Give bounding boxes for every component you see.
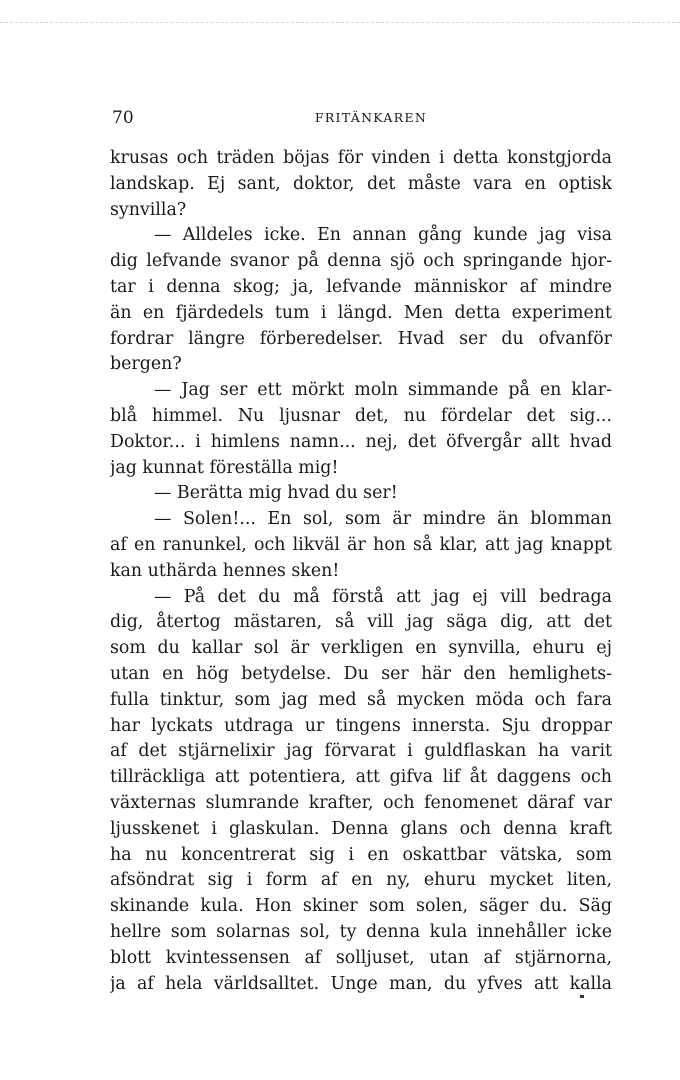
scan-artifact-line (0, 22, 680, 23)
text-line: som du kallar sol är verkligen en synvilla, ehuru ej (110, 638, 612, 659)
text-line: jag kunnat föreställa mig! (110, 457, 339, 478)
text-line: af det stjärnelixir jag förvarat i guldflaskan ha varit (110, 741, 612, 762)
text-line: hellre som solarnas sol, ty denna kula innehåller icke (110, 921, 612, 942)
text-line: dig, återtog mästaren, så vill jag säga dig, att det (110, 612, 612, 633)
text-line: landskap. Ej sant, doktor, det måste vara en optisk (110, 173, 612, 194)
text-line: dig lefvande svanor på denna sjö och springande hjor- (110, 251, 612, 272)
text-line: tar i denna skog; ja, lefvande människor af mindre (110, 276, 612, 297)
text-line: — Alldeles icke. En annan gång kunde jag visa (154, 225, 612, 246)
text-line: Doktor... i himlens namn... nej, det öfvergår allt hvad (110, 431, 612, 452)
text-line: afsöndrat sig i form af en ny, ehuru mycket liten, (110, 870, 612, 891)
text-line: fordrar längre förberedelser. Hvad ser du ofvanför (110, 328, 612, 349)
footer-mark (580, 995, 584, 998)
text-line: kan uthärda hennes sken! (110, 560, 340, 581)
text-line: krusas och träden böjas för vinden i detta konstgjorda (110, 148, 612, 168)
text-line: — Berätta mig hvad du ser! (154, 483, 398, 504)
text-line: ja af hela världsalltet. Unge man, du yfves att kalla (110, 973, 612, 994)
text-line: — På det du må förstå att jag ej vill bedraga (154, 586, 612, 607)
text-line: tillräckliga att potentiera, att gifva lif åt daggens och (110, 767, 612, 788)
text-line: än en fjärdedels tum i längd. Men detta experiment (110, 302, 612, 323)
body-text (110, 146, 612, 997)
text-line: fulla tinktur, som jag med så mycken möda och fara (110, 689, 612, 710)
text-line: synvilla? (110, 199, 187, 220)
text-line: växternas slumrande krafter, och fenomenet däraf var (110, 792, 612, 813)
text-line: — Solen!... En sol, som är mindre än blomman (154, 509, 612, 530)
text-line: utan en hög betydelse. Du ser här den hemlighets- (110, 663, 612, 684)
running-head (110, 100, 612, 130)
text-line: skinande kula. Hon skiner som solen, säger du. Säg (110, 896, 612, 917)
running-title: FRITÄNKAREN (314, 110, 428, 125)
text-line: — Jag ser ett mörkt moln simmande på en klar- (154, 380, 612, 401)
text-line: blott kvintessensen af solljuset, utan af stjärnorna, (110, 947, 612, 968)
book-page (110, 100, 612, 997)
text-line: blå himmel. Nu ljusnar det, nu fördelar det sig... (110, 405, 612, 426)
text-line: bergen? (110, 354, 182, 375)
text-line: ljusskenet i glaskulan. Denna glans och denna kraft (110, 818, 612, 839)
page-number: 70 (112, 108, 134, 128)
text-line: har lyckats utdraga ur tingens innersta. Sju droppar (110, 715, 612, 736)
text-line: af en ranunkel, och likväl är hon så klar, att jag knappt (110, 534, 612, 555)
text-line: ha nu koncentrerat sig i en oskattbar vätska, som (110, 844, 612, 865)
